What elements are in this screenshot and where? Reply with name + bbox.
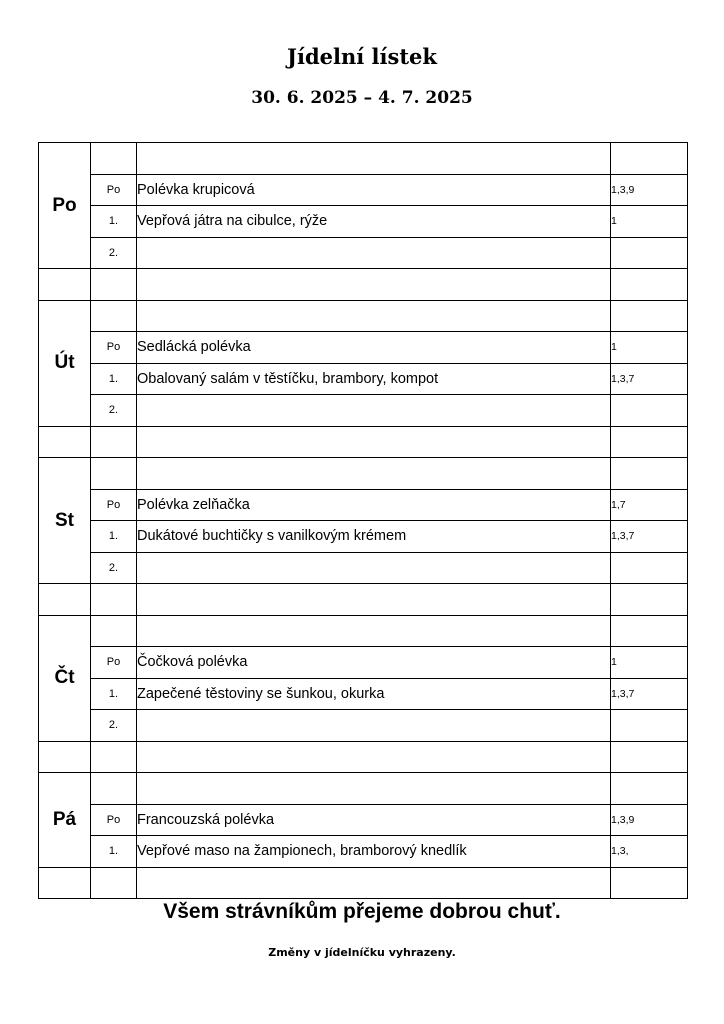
meal-code: Po [91,489,137,521]
allergens [611,300,688,332]
dish-name [137,237,611,269]
dish-name: Dukátové buchtičky s vanilkovým krémem [137,521,611,553]
dish-name [137,395,611,427]
empty-cell [611,426,688,458]
allergens: 1,3,9 [611,804,688,836]
dish-name [137,710,611,742]
empty-cell [39,867,91,899]
table-row [39,678,688,710]
meal-code: Po [91,647,137,679]
table-row [39,773,688,805]
allergens [611,552,688,584]
meal-code: 2. [91,710,137,742]
meal-code: 1. [91,206,137,238]
allergens: 1 [611,647,688,679]
allergens [611,395,688,427]
separator-row [39,584,688,616]
allergens [611,458,688,490]
dish-name: Polévka zelňačka [137,489,611,521]
page-title: Jídelní lístek [287,44,437,69]
table-row [39,489,688,521]
allergens: 1,3,9 [611,174,688,206]
meal-code [91,300,137,332]
allergens: 1 [611,332,688,364]
allergens [611,773,688,805]
allergens: 1,3,7 [611,363,688,395]
separator-row [39,269,688,301]
meal-code: 2. [91,395,137,427]
table-row [39,395,688,427]
table-row [39,710,688,742]
allergens [611,710,688,742]
empty-cell [137,584,611,616]
empty-cell [91,867,137,899]
day-label: St [39,458,91,584]
meal-code: 1. [91,836,137,868]
allergens: 1,3,7 [611,678,688,710]
meal-code: 1. [91,678,137,710]
empty-cell [91,584,137,616]
footer-note: Změny v jídelníčku vyhrazeny. [268,946,456,959]
table-row [39,300,688,332]
date-range: 30. 6. 2025 – 4. 7. 2025 [251,88,473,108]
empty-cell [137,426,611,458]
meal-code: 2. [91,237,137,269]
empty-cell [39,426,91,458]
empty-cell [611,741,688,773]
empty-cell [91,741,137,773]
dish-name [137,615,611,647]
dish-name: Francouzská polévka [137,804,611,836]
meal-code [91,143,137,175]
allergens: 1,3, [611,836,688,868]
dish-name: Obalovaný salám v těstíčku, brambory, kompot [137,363,611,395]
meal-code [91,458,137,490]
meal-code [91,773,137,805]
table-row [39,174,688,206]
empty-cell [137,269,611,301]
separator-row [39,426,688,458]
table-row [39,804,688,836]
dish-name: Zapečené těstoviny se šunkou, okurka [137,678,611,710]
dish-name: Vepřová játra na cibulce, rýže [137,206,611,238]
meal-code: 1. [91,521,137,553]
allergens: 1,7 [611,489,688,521]
empty-cell [39,584,91,616]
empty-cell [91,269,137,301]
dish-name: Čočková polévka [137,647,611,679]
empty-cell [137,867,611,899]
separator-row [39,867,688,899]
empty-cell [39,741,91,773]
dish-name [137,552,611,584]
dish-name [137,773,611,805]
dish-name: Sedlácká polévka [137,332,611,364]
table-row [39,521,688,553]
table-row [39,237,688,269]
allergens [611,615,688,647]
table-row [39,206,688,238]
meal-code: Po [91,332,137,364]
empty-cell [611,269,688,301]
allergens [611,143,688,175]
dish-name: Vepřové maso na žampionech, bramborový knedlík [137,836,611,868]
footer-wish: Všem strávníkům přejeme dobrou chuť. [163,900,561,923]
allergens: 1,3,7 [611,521,688,553]
separator-row [39,741,688,773]
day-label: Po [39,143,91,269]
meal-code: 2. [91,552,137,584]
allergens: 1 [611,206,688,238]
table-row [39,647,688,679]
dish-name [137,143,611,175]
menu-table [38,142,688,899]
empty-cell [611,584,688,616]
day-label: Út [39,300,91,426]
table-row [39,143,688,175]
dish-name [137,300,611,332]
meal-code: Po [91,174,137,206]
table-row [39,552,688,584]
table-row [39,615,688,647]
empty-cell [39,269,91,301]
day-label: Čt [39,615,91,741]
empty-cell [91,426,137,458]
table-row [39,332,688,364]
empty-cell [137,741,611,773]
table-row [39,363,688,395]
day-label: Pá [39,773,91,868]
empty-cell [611,867,688,899]
allergens [611,237,688,269]
dish-name: Polévka krupicová [137,174,611,206]
table-row [39,836,688,868]
meal-code: 1. [91,363,137,395]
table-row [39,458,688,490]
meal-code: Po [91,804,137,836]
meal-code [91,615,137,647]
dish-name [137,458,611,490]
